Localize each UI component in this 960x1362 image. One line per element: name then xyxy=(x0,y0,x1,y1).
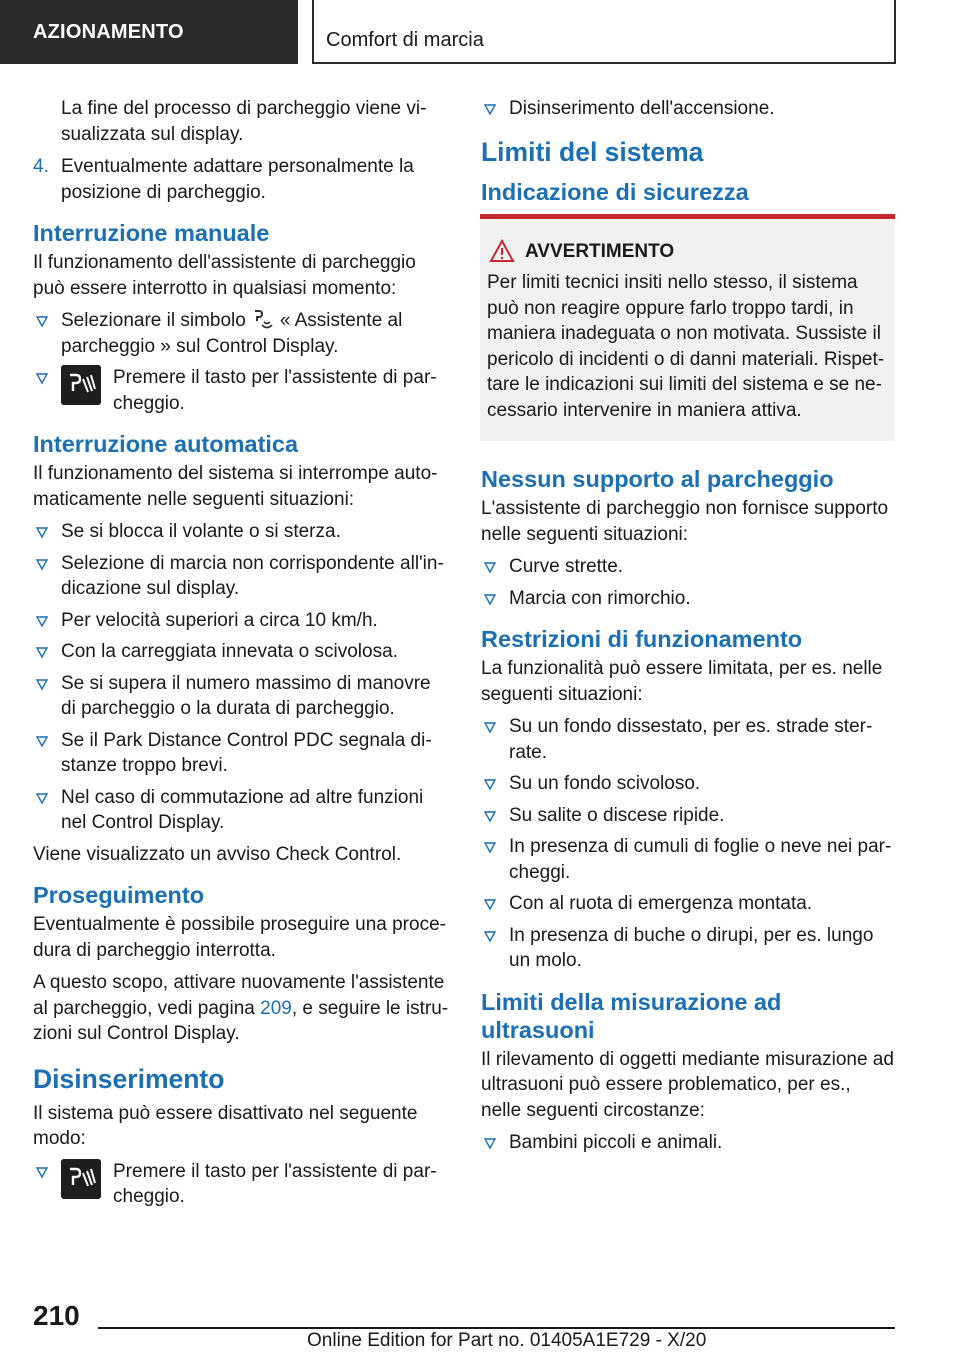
heading-restrictions: Restrizioni di funzionamento xyxy=(481,626,803,652)
heading-manual-interruption: Interruzione manuale xyxy=(33,220,270,246)
continue-text-1: Eventualmente è possibile proseguire una procedura di parcheggio interrotta. xyxy=(33,914,446,961)
heading-no-support: Nessun supporto al parcheggio xyxy=(481,466,834,492)
warning-title: AVVERTIMENTO xyxy=(487,239,888,265)
chapter-tab xyxy=(312,0,896,64)
no-support-text: L'assistente di parcheggio non fornisce supporto nelle seguenti situazioni: xyxy=(481,498,889,545)
ultrasound-text: Il rilevamento di oggetti mediante misurazione ad ultrasuoni può essere problematico, per es., nelle seguenti circostanze: xyxy=(481,1048,894,1121)
triangle-bullet-icon xyxy=(483,840,497,854)
triangle-bullet-icon xyxy=(35,734,49,748)
heading-disable: Disinserimento xyxy=(33,1063,225,1094)
heading-ultrasound-limits: Limiti della misurazione ad ultrasuoni xyxy=(481,988,782,1043)
triangle-bullet-icon xyxy=(483,777,497,791)
triangle-bullet-icon xyxy=(483,720,497,734)
triangle-bullet-icon xyxy=(35,677,49,691)
chapter-title: Comfort di marcia xyxy=(314,0,894,62)
bullet-text: Premere il tasto per l'assistente di parcheggio. xyxy=(113,367,437,414)
triangle-bullet-icon xyxy=(35,1165,49,1179)
warning-body: Per limiti tecnici insiti nello stesso, il sistema può non reagire oppure farlo troppo tardi, in maniera inadeguata o non motivata. Sussiste il pericolo di incidenti o di danni materiali. Rispettare le indicazioni sui limiti del sistema e se necessario intervenire in maniera attiva. xyxy=(487,272,885,421)
triangle-bullet-icon xyxy=(35,614,49,628)
intro-text: La fine del processo di parcheggio viene visualizzata sul display. xyxy=(61,98,427,145)
left-column xyxy=(33,96,449,1216)
list-item: Su salite o discese ripide. xyxy=(481,803,895,829)
list-item: Bambini piccoli e animali. xyxy=(481,1130,895,1156)
triangle-bullet-icon xyxy=(483,809,497,823)
warning-box xyxy=(480,214,895,442)
step-number: 4. xyxy=(33,156,49,177)
triangle-bullet-icon xyxy=(35,525,49,539)
triangle-bullet-icon xyxy=(483,102,497,116)
triangle-bullet-icon xyxy=(35,371,49,385)
list-item: Per velocità superiori a circa 10 km/h. xyxy=(33,608,449,634)
auto-text: Il funzionamento del sistema si interrompe automaticamente nelle seguenti situazioni: xyxy=(33,463,438,510)
step-text: Eventualmente adattare personalmente la posizione di parcheggio. xyxy=(61,156,414,203)
triangle-bullet-icon xyxy=(483,592,497,606)
park-assist-button-icon xyxy=(61,1159,101,1199)
heading-system-limits: Limiti del sistema xyxy=(481,136,704,167)
list-item: Selezione di marcia non corrispondente all'indicazione sul display. xyxy=(33,551,449,602)
page-link[interactable]: 209 xyxy=(260,997,292,1019)
list-item: Marcia con rimorchio. xyxy=(481,586,895,612)
step-4 xyxy=(33,154,449,205)
list-item: In presenza di cumuli di foglie o neve nei parcheggi. xyxy=(481,834,895,885)
triangle-bullet-icon xyxy=(35,314,49,328)
section-tab: AZIONAMENTO xyxy=(0,0,298,64)
auto-list xyxy=(33,519,449,836)
list-item: Nel caso di commutazione ad altre funzioni nel Control Display. xyxy=(33,785,449,836)
list-item: Con la carreggiata innevata o scivolosa. xyxy=(33,639,449,665)
list-item xyxy=(33,308,449,359)
bullet-text: Premere il tasto per l'assistente di parcheggio. xyxy=(113,1160,437,1207)
disable-text: Il sistema può essere disattivato nel seguente modo: xyxy=(33,1102,418,1149)
check-control-text: Viene visualizzato un avviso Check Control. xyxy=(33,843,402,865)
page-header xyxy=(0,0,960,66)
continue-text-2: A questo scopo, attivare nuovamente l'assistente al parcheggio, vedi pagina 209, e seguire le istruzioni sul Control Display. xyxy=(33,972,449,1044)
triangle-bullet-icon xyxy=(483,1136,497,1150)
triangle-bullet-icon xyxy=(35,791,49,805)
footer-divider xyxy=(98,1327,895,1329)
list-item: Curve strette. xyxy=(481,554,895,580)
triangle-bullet-icon xyxy=(483,560,497,574)
list-item: Se si supera il numero massimo di manovre di parcheggio o la durata di parcheggio. xyxy=(33,671,449,722)
list-item: Su un fondo scivoloso. xyxy=(481,771,895,797)
manual-text: Il funzionamento dell'assistente di parcheggio può essere interrotto in qualsiasi momento: xyxy=(33,252,416,299)
right-column xyxy=(481,96,895,1162)
triangle-bullet-icon xyxy=(483,929,497,943)
heading-auto-interruption: Interruzione automatica xyxy=(33,431,299,457)
list-item: Con al ruota di emergenza montata. xyxy=(481,891,895,917)
list-item: In presenza di buche o dirupi, per es. lungo un molo. xyxy=(481,923,895,974)
bullet-text-post: « Assistente al parcheggio » sul Control Display. xyxy=(61,310,403,357)
list-item: Se si blocca il volante o si sterza. xyxy=(33,519,449,545)
page-number: 210 xyxy=(33,1300,80,1331)
warning-triangle-icon xyxy=(489,239,515,263)
triangle-bullet-icon xyxy=(35,557,49,571)
list-item xyxy=(33,365,449,416)
list-item: Disinserimento dell'accensione. xyxy=(481,96,895,122)
edition-text: Online Edition for Part no. 01405A1E729 - X/20 xyxy=(307,1330,707,1351)
park-assist-symbol-icon xyxy=(250,308,276,330)
triangle-bullet-icon xyxy=(483,897,497,911)
restrictions-text: La funzionalità può essere limitata, per es. nelle seguenti situazioni: xyxy=(481,658,883,705)
triangle-bullet-icon xyxy=(35,645,49,659)
list-item: Se il Park Distance Control PDC segnala distanze troppo brevi. xyxy=(33,728,449,779)
list-item xyxy=(33,1159,449,1210)
page-footer xyxy=(0,1290,960,1362)
bullet-text-pre: Selezionare il simbolo xyxy=(61,310,246,331)
list-item: Su un fondo dissestato, per es. strade sterrate. xyxy=(481,714,895,765)
park-assist-button-icon xyxy=(61,365,101,405)
heading-safety-note: Indicazione di sicurezza xyxy=(481,178,749,205)
heading-continue: Proseguimento xyxy=(33,882,205,908)
